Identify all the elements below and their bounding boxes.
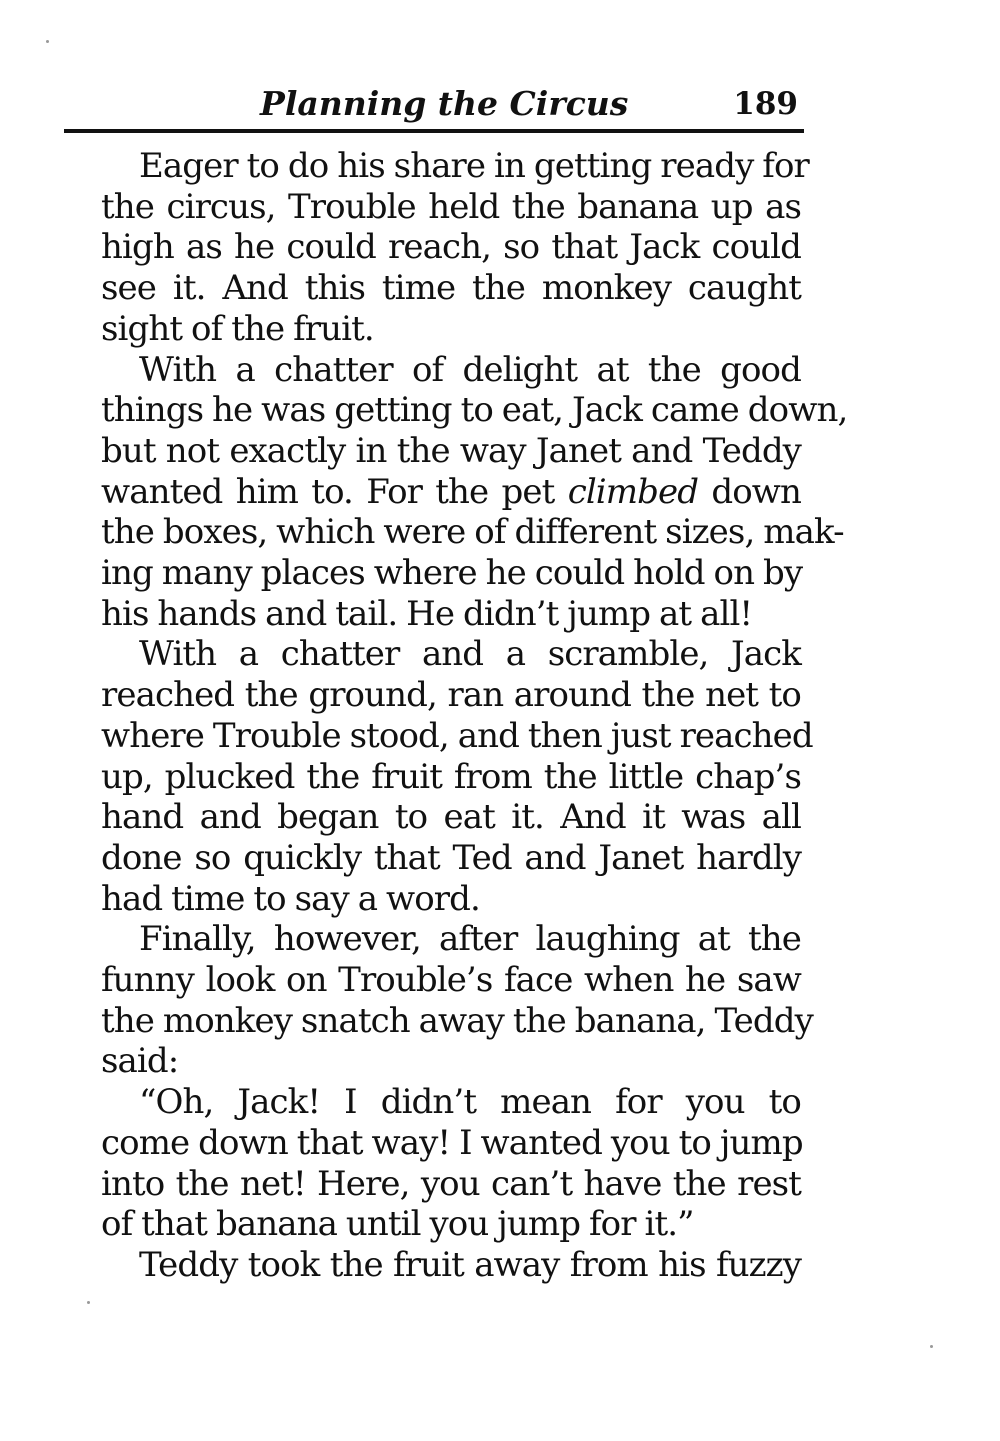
text-line: hand and began to eat it. And it was all <box>101 797 801 838</box>
text-line: the circus, Trouble held the banana up as <box>101 186 801 227</box>
text-line: up, plucked the fruit from the little chap’s <box>101 756 801 797</box>
text-line: high as he could reach, so that Jack could <box>101 227 801 268</box>
paragraph <box>63 919 813 1082</box>
text-run: wanted him to. For the pet <box>101 471 568 512</box>
paragraph <box>63 146 809 350</box>
text-line: the boxes, which were of different sizes, mak- <box>101 512 844 553</box>
text-line: reached the ground, ran around the net to <box>101 675 801 716</box>
text-line: Teddy took the fruit away from his fuzzy <box>139 1244 801 1285</box>
text-line: into the net! Here, you can’t have the rest <box>101 1163 801 1204</box>
paragraph <box>63 634 813 919</box>
text-line: Eager to do his share in getting ready for <box>139 146 809 186</box>
text-line: funny look on Trouble’s face when he saw <box>101 960 801 1001</box>
text-line: sight of the fruit. <box>101 308 374 349</box>
text-run: down <box>698 471 801 512</box>
text-line: come down that way! I wanted you to jump <box>101 1122 803 1163</box>
text-line: of that banana until you jump for it.” <box>101 1204 694 1245</box>
paragraph <box>63 349 848 635</box>
text-line: done so quickly that Ted and Janet hardly <box>101 837 801 878</box>
text-line: With a chatter of delight at the good <box>139 349 801 390</box>
text-line: said: <box>101 1041 179 1082</box>
text-line: “Oh, Jack! I didn’t mean for you to <box>139 1082 801 1123</box>
text-line: ing many places where he could hold on by <box>101 553 803 594</box>
text-line: but not exactly in the way Janet and Teddy <box>101 430 801 471</box>
running-title: Planning the Circus <box>260 84 629 123</box>
body-text <box>63 146 848 1286</box>
paper-speck <box>46 40 49 43</box>
page-number: 189 <box>733 86 798 122</box>
paper-speck <box>930 1345 933 1348</box>
running-head <box>64 82 804 126</box>
text-line: his hands and tail. He didn’t jump at all! <box>101 593 753 634</box>
text-line <box>63 472 801 513</box>
text-line: With a chatter and a scramble, Jack <box>139 634 801 675</box>
text-line: the monkey snatch away the banana, Teddy <box>101 1000 813 1041</box>
italic-word: climbed <box>567 471 699 512</box>
text-line: things he was getting to eat, Jack came down, <box>101 390 848 431</box>
header-rule <box>64 129 804 133</box>
paragraph <box>63 1245 801 1286</box>
text-line: Finally, however, after laughing at the <box>139 919 801 960</box>
text-line: see it. And this time the monkey caught <box>101 268 801 309</box>
paragraph <box>63 1082 801 1245</box>
text-line: had time to say a word. <box>101 878 480 919</box>
paper-speck <box>87 1301 90 1304</box>
text-line: where Trouble stood, and then just reached <box>101 715 813 756</box>
